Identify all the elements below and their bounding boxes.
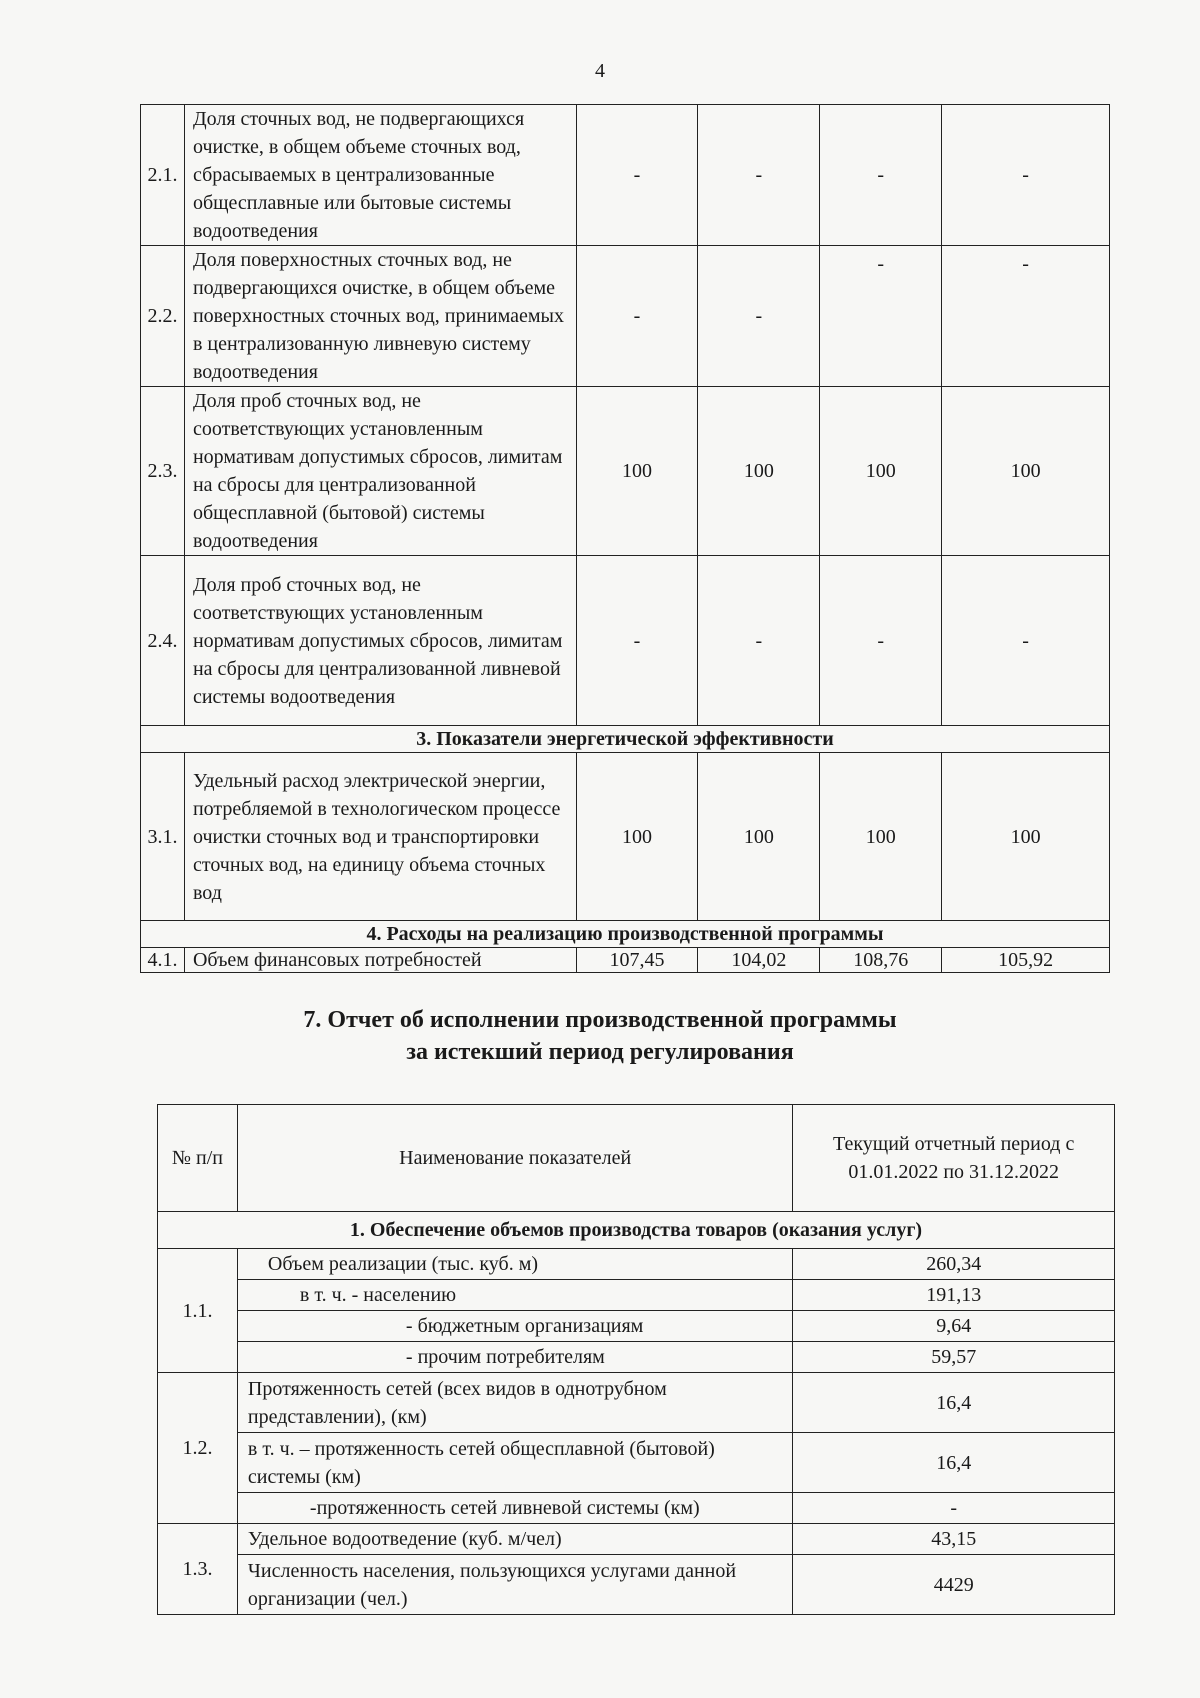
value-cell: 104,02 (698, 948, 820, 973)
indicators-table (140, 104, 1110, 973)
indicator-name: -протяженность сетей ливневой системы (км) (237, 1493, 793, 1524)
value-cell: - (698, 246, 820, 387)
value-cell: - (576, 556, 698, 726)
value-cell: 105,92 (942, 948, 1110, 973)
col-header-period: Текущий отчетный период с 01.01.2022 по 31.12.2022 (793, 1105, 1115, 1212)
value-cell: - (942, 556, 1110, 726)
indicator-name: Доля проб сточных вод, не соответствующих установленным нормативам допустимых сбросов, лимитам на сбросы для централизованной общесплавной (бытовой) системы водоотведения (184, 387, 576, 556)
value-cell: 100 (576, 387, 698, 556)
section-row (158, 1212, 1115, 1249)
table-row (158, 1555, 1115, 1615)
row-number: 1.3. (158, 1524, 238, 1615)
value-cell: - (576, 105, 698, 246)
row-number: 2.4. (141, 556, 185, 726)
indicator-name: Удельный расход электрической энергии, потребляемой в технологическом процессе очистки сточных вод и транспортировки сточных вод, на единицу объема сточных вод (184, 753, 576, 921)
value-cell: 9,64 (793, 1311, 1115, 1342)
section-header: 4. Расходы на реализацию производственной программы (141, 921, 1110, 948)
row-number: 3.1. (141, 753, 185, 921)
value-cell: 16,4 (793, 1373, 1115, 1433)
value-cell: - (576, 246, 698, 387)
table-row (141, 387, 1110, 556)
row-number: 4.1. (141, 948, 185, 973)
row-number: 2.1. (141, 105, 185, 246)
row-number: 1.1. (158, 1249, 238, 1373)
table-row (158, 1524, 1115, 1555)
report-title (0, 1004, 1200, 1068)
indicator-name: - прочим потребителям (237, 1342, 793, 1373)
indicator-name: Доля поверхностных сточных вод, не подвергающихся очистке, в общем объеме поверхностных сточных вод, принимаемых в централизованную ливневую систему водоотведения (184, 246, 576, 387)
table-row (158, 1249, 1115, 1280)
table-row (158, 1493, 1115, 1524)
report-table (157, 1104, 1115, 1615)
value-cell: 100 (698, 387, 820, 556)
report-title-line2: за истекший период регулирования (406, 1039, 794, 1065)
row-number: 2.3. (141, 387, 185, 556)
indicator-name: Доля сточных вод, не подвергающихся очистке, в общем объеме сточных вод, сбрасываемых в централизованные общесплавные или бытовые системы водоотведения (184, 105, 576, 246)
value-cell: 100 (576, 753, 698, 921)
report-title-line1: 7. Отчет об исполнении производственной программы (303, 1007, 897, 1033)
value-cell: 100 (698, 753, 820, 921)
table-row (158, 1280, 1115, 1311)
value-cell: - (942, 105, 1110, 246)
header-row (158, 1105, 1115, 1212)
indicator-name: Доля проб сточных вод, не соответствующих установленным нормативам допустимых сбросов, лимитам на сбросы для централизованной ливневой системы водоотведения (184, 556, 576, 726)
table-row (141, 105, 1110, 246)
table-row (158, 1373, 1115, 1433)
table-row (141, 556, 1110, 726)
value-cell: 191,13 (793, 1280, 1115, 1311)
value-cell: - (820, 556, 942, 726)
indicator-name: Удельное водоотведение (куб. м/чел) (237, 1524, 793, 1555)
value-cell: 107,45 (576, 948, 698, 973)
table-row (141, 948, 1110, 973)
indicator-name: Протяженность сетей (всех видов в однотрубном представлении), (км) (237, 1373, 793, 1433)
value-cell: 4429 (793, 1555, 1115, 1615)
value-cell: 43,15 (793, 1524, 1115, 1555)
table-row (158, 1433, 1115, 1493)
value-cell: 100 (942, 387, 1110, 556)
page-number: 4 (595, 60, 605, 82)
value-cell: - (820, 105, 942, 246)
value-cell: - (698, 556, 820, 726)
value-cell: - (698, 105, 820, 246)
row-number: 2.2. (141, 246, 185, 387)
section-row (141, 726, 1110, 753)
value-cell: 100 (820, 387, 942, 556)
table-row (141, 246, 1110, 387)
indicator-name: Численность населения, пользующихся услугами данной организации (чел.) (237, 1555, 793, 1615)
value-cell: 16,4 (793, 1433, 1115, 1493)
value-cell: 260,34 (793, 1249, 1115, 1280)
col-header-name: Наименование показателей (237, 1105, 793, 1212)
value-cell: 100 (942, 753, 1110, 921)
section-row (141, 921, 1110, 948)
section-header: 1. Обеспечение объемов производства товаров (оказания услуг) (158, 1212, 1115, 1249)
row-number: 1.2. (158, 1373, 238, 1524)
value-cell: - (793, 1493, 1115, 1524)
indicator-name: Объем финансовых потребностей (184, 948, 576, 973)
value-cell: 108,76 (820, 948, 942, 973)
indicator-name: в т. ч. - населению (237, 1280, 793, 1311)
value-cell: - (820, 246, 942, 387)
indicator-name: Объем реализации (тыс. куб. м) (237, 1249, 793, 1280)
value-cell: - (942, 246, 1110, 387)
value-cell: 59,57 (793, 1342, 1115, 1373)
value-cell: 100 (820, 753, 942, 921)
section-header: 3. Показатели энергетической эффективности (141, 726, 1110, 753)
table-row (158, 1342, 1115, 1373)
indicator-name: - бюджетным организациям (237, 1311, 793, 1342)
col-header-number: № п/п (158, 1105, 238, 1212)
table-row (141, 753, 1110, 921)
table-row (158, 1311, 1115, 1342)
indicator-name: в т. ч. – протяженность сетей общесплавной (бытовой) системы (км) (237, 1433, 793, 1493)
